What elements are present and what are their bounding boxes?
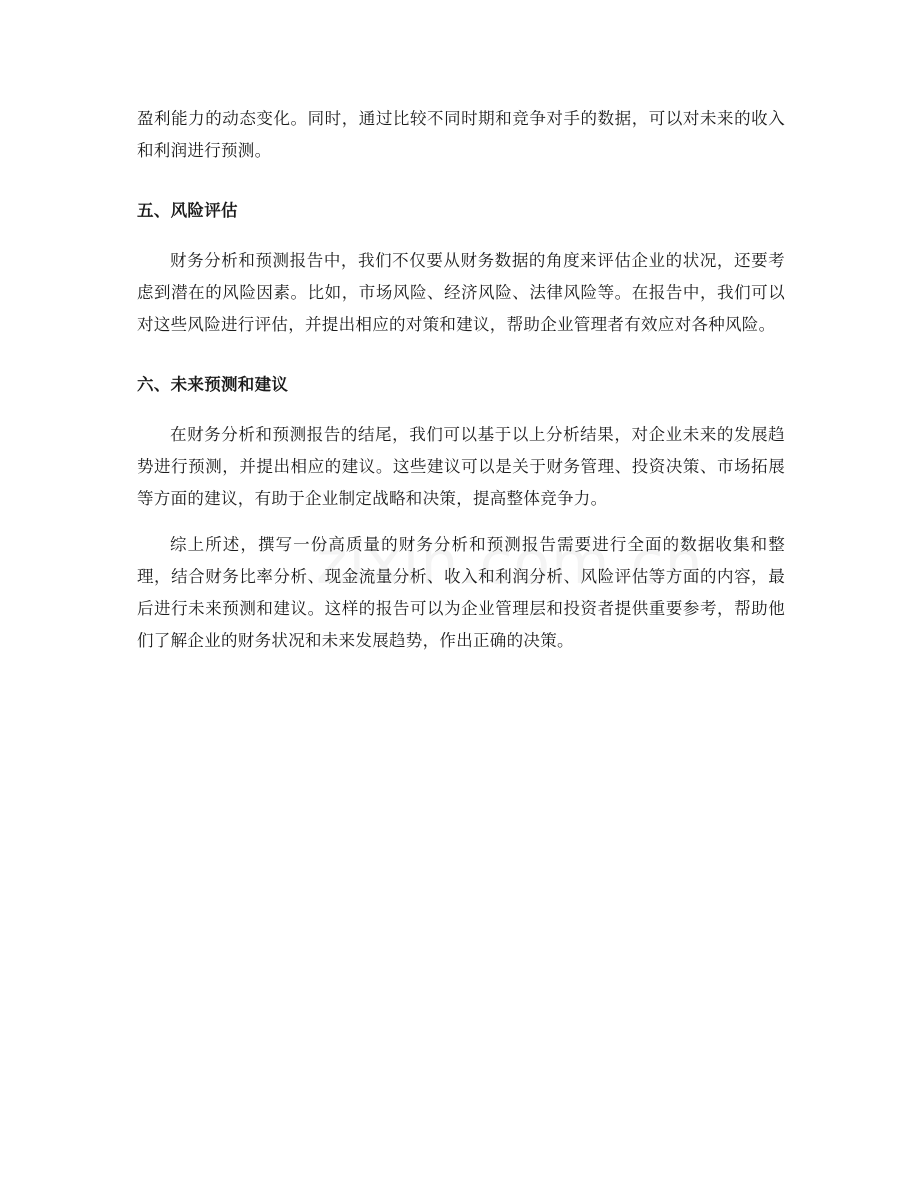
intro-paragraph: 盈利能力的动态变化。同时，通过比较不同时期和竞争对手的数据，可以对未来的收入和利润进行预测。 xyxy=(137,109,785,160)
summary-paragraph: 综上所述，撰写一份高质量的财务分析和预测报告需要进行全面的数据收集和整理，结合财务比率分析、现金流量分析、收入和利润分析、风险评估等方面的内容，最后进行未来预测和建议。这样的报告可以为企业管理层和投资者提供重要参考，帮助他们了解企业的财务状况和未来发展趋势，作出正确的决策。 xyxy=(137,535,785,650)
document-body xyxy=(137,103,785,657)
forecast-paragraph: 在财务分析和预测报告的结尾，我们可以基于以上分析结果，对企业未来的发展趋势进行预测，并提出相应的建议。这些建议可以是关于财务管理、投资决策、市场拓展等方面的建议，有助于企业制定战略和决策，提高整体竞争力。 xyxy=(137,425,785,508)
section-heading-risk: 五、风险评估 xyxy=(137,201,238,220)
section-heading-forecast: 六、未来预测和建议 xyxy=(137,375,289,394)
risk-paragraph: 财务分析和预测报告中，我们不仅要从财务数据的角度来评估企业的状况，还要考虑到潜在的风险因素。比如，市场风险、经济风险、法律风险等。在报告中，我们可以对这些风险进行评估，并提出相应的对策和建议，帮助企业管理者有效应对各种风险。 xyxy=(137,251,785,334)
